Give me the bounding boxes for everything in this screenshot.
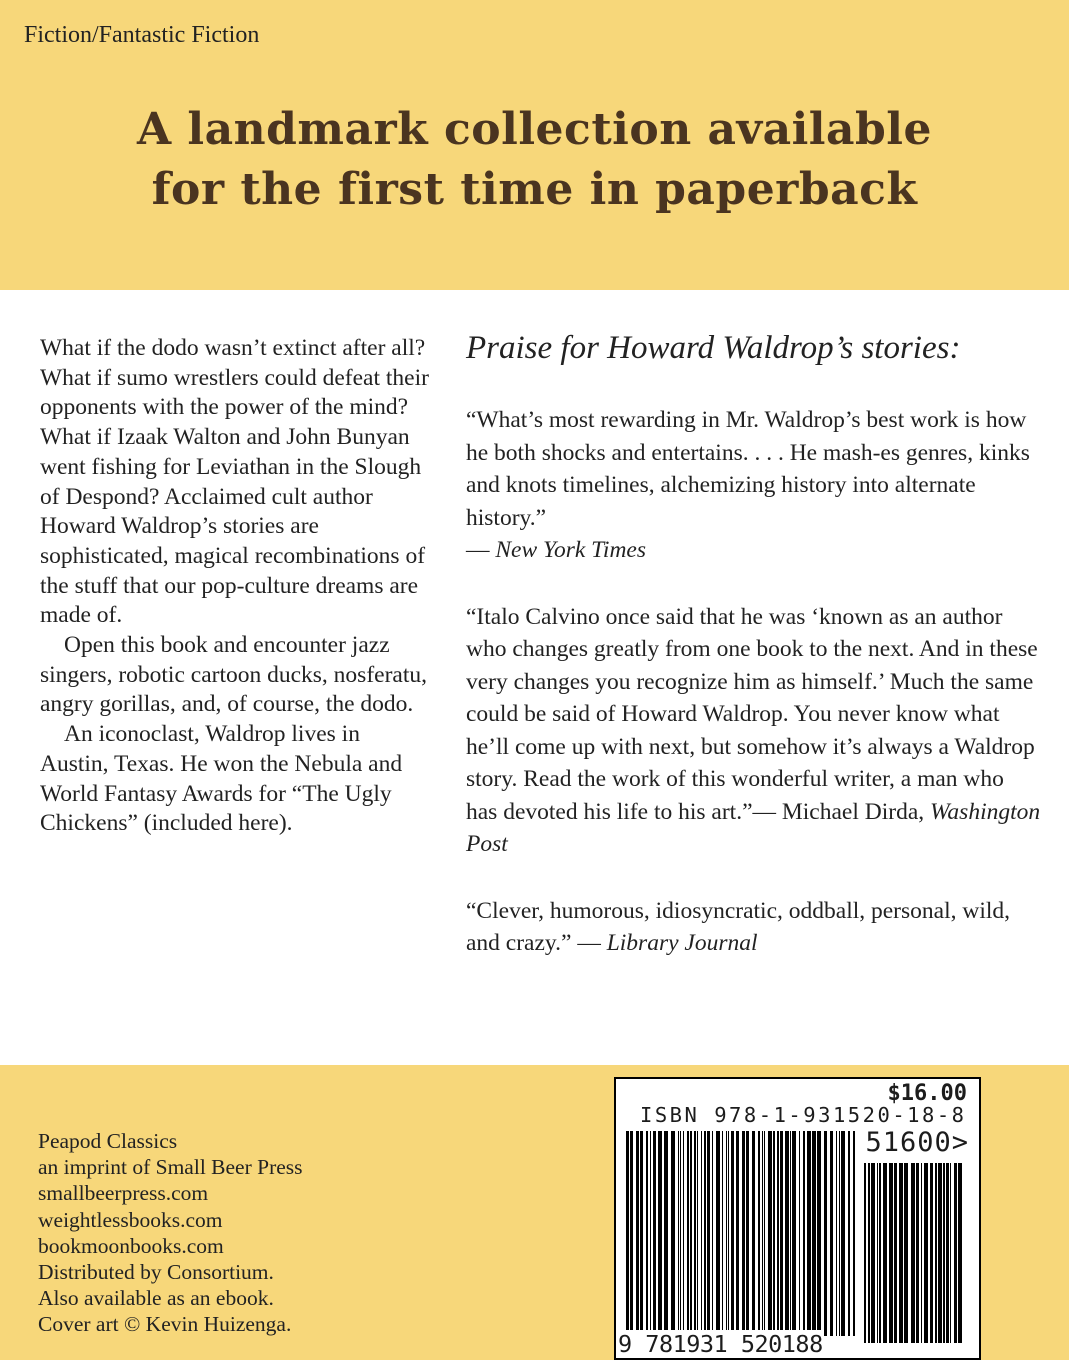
category-label: Fiction/Fantastic Fiction — [24, 22, 260, 48]
barcode-bar — [690, 1131, 692, 1336]
barcode-bar — [697, 1131, 698, 1336]
barcode-bar — [780, 1131, 783, 1336]
top-banner — [0, 0, 1069, 290]
barcode-bar — [777, 1131, 779, 1336]
barcode-bar — [790, 1131, 791, 1336]
price-label: $16.00 — [887, 1081, 967, 1106]
barcode-bar — [746, 1131, 749, 1336]
barcode-bar — [716, 1131, 720, 1336]
barcode-bar — [626, 1131, 629, 1336]
description-paragraph-3: An iconoclast, Waldrop lives in Austin, Texas. He won the Nebula and World Fantasy Awards for “The Ugly Chickens” (included here). — [40, 721, 403, 837]
barcode-bar — [904, 1163, 908, 1343]
barcode-bar — [658, 1131, 662, 1336]
barcode-bar — [653, 1131, 656, 1336]
barcode-bar — [773, 1131, 775, 1336]
quote-text: “Italo Calvino once said that he was ‘known as an author who changes greatly from one book to the next. And in these very changes you recognize him as himself.’ Much the same could be said of Howard Waldrop. You never know what he’ll come up with next, but somehow it’s always a Waldrop story. Read the work of this wonderful writer, a man who has devoted his life to his art.”— Michael Dirda, — [466, 603, 1038, 825]
quote-library-journal — [466, 895, 1041, 960]
barcode-bar — [935, 1163, 937, 1343]
barcode-bar — [680, 1131, 681, 1336]
barcode-bar — [958, 1163, 962, 1343]
barcode-bar — [687, 1131, 689, 1336]
barcode-bar — [841, 1131, 845, 1336]
barcode-bar — [889, 1163, 893, 1343]
barcode-bar — [839, 1131, 840, 1336]
publisher-line: smallbeerpress.com — [38, 1181, 209, 1206]
barcode-bar — [707, 1131, 710, 1336]
barcode-bar — [736, 1131, 739, 1336]
barcode-bar — [726, 1131, 727, 1336]
barcode-bar — [812, 1131, 816, 1336]
barcode-bar — [943, 1163, 945, 1343]
attribution-source: Library Journal — [606, 930, 758, 956]
barcode-bar — [871, 1163, 875, 1343]
barcode-bar — [824, 1131, 827, 1336]
barcode-bar — [742, 1131, 745, 1336]
barcode-bar — [883, 1163, 887, 1343]
barcode-bar — [946, 1163, 949, 1343]
barcode-image — [626, 1131, 858, 1336]
barcode-bar — [671, 1131, 675, 1336]
barcode-bar — [950, 1163, 951, 1343]
barcode-bar — [848, 1131, 850, 1336]
barcode-bar — [728, 1131, 729, 1336]
quote-washington-post — [466, 601, 1041, 861]
barcode-bar — [954, 1163, 957, 1343]
barcode-bar — [758, 1131, 760, 1336]
barcode-bar — [694, 1131, 696, 1336]
praise-title: Praise for Howard Waldrop’s stories: — [466, 330, 961, 366]
barcode-bar — [678, 1131, 679, 1336]
publisher-line: weightlessbooks.com — [38, 1207, 223, 1232]
barcode-bar — [752, 1131, 755, 1336]
attribution-source: New York Times — [495, 537, 646, 563]
barcode-bar — [731, 1131, 734, 1336]
book-description — [40, 334, 432, 839]
publisher-line: Cover art © Kevin Huizenga. — [38, 1312, 292, 1337]
publisher-line: bookmoonbooks.com — [38, 1233, 224, 1258]
attribution-dash: — — [466, 537, 496, 563]
barcode-bar — [762, 1131, 763, 1336]
barcode-bar — [836, 1131, 837, 1336]
quote-text: “What’s most rewarding in Mr. Waldrop’s best work is how he both shocks and entertains. . . . He mash-es genres, kinks and knots timelines, alchemizing history into alternate history.” — [466, 407, 1030, 531]
barcode-bar — [646, 1131, 648, 1336]
barcode-bar — [650, 1131, 651, 1336]
barcode-bar — [877, 1163, 878, 1343]
description-paragraph-1: What if the dodo wasn’t extinct after all? What if sumo wrestlers could defeat their opponents with the power of the mind? What if Izaak Walton and John Bunyan went fishing for Leviathan in the Slough of Despond? Acclaimed cult author Howard Waldrop’s stories are sophisticated, magical recombinations of the stuff that our pop-culture dreams are made of. — [40, 335, 429, 629]
barcode-panel — [614, 1077, 981, 1360]
quote-new-york-times — [466, 404, 1041, 567]
barcode-bar — [722, 1131, 723, 1336]
headline — [0, 100, 1069, 220]
barcode-bar — [916, 1163, 919, 1343]
barcode-bar — [792, 1131, 796, 1336]
barcode-bar — [785, 1131, 789, 1336]
barcode-bar — [911, 1163, 915, 1343]
barcode-bar — [640, 1131, 643, 1336]
barcode-bar — [664, 1131, 668, 1336]
quote-text: “Clever, humorous, idiosyncratic, oddball, personal, wild, and crazy.” — — [466, 897, 1011, 956]
publisher-info — [38, 1128, 303, 1338]
quote-attribution — [466, 534, 1041, 567]
addon-code-label: 51600> — [865, 1127, 969, 1158]
barcode-bar — [864, 1163, 866, 1343]
barcode-bar — [799, 1131, 800, 1336]
barcode-bar — [924, 1163, 928, 1343]
barcode-bar — [817, 1131, 821, 1336]
barcode-bar — [899, 1163, 903, 1343]
barcode-bar — [712, 1131, 713, 1336]
barcode-bar — [704, 1131, 706, 1336]
barcode-bar — [853, 1131, 855, 1336]
barcode-bar — [701, 1131, 702, 1336]
barcode-bar — [879, 1163, 881, 1343]
publisher-line: Also available as an ebook. — [38, 1286, 274, 1311]
barcode-digits: 9 781931 520188 — [618, 1330, 823, 1358]
barcode-bar — [868, 1163, 870, 1343]
publisher-line: an imprint of Small Beer Press — [38, 1155, 303, 1180]
barcode-bar — [768, 1131, 772, 1336]
barcode-bar — [683, 1131, 684, 1336]
isbn-label: ISBN 978-1-931520-18-8 — [640, 1103, 967, 1127]
barcode-bar — [921, 1163, 922, 1343]
barcode-bar — [830, 1131, 833, 1336]
headline-line-2: for the first time in paperback — [151, 164, 918, 215]
publisher-line: Distributed by Consortium. — [38, 1260, 274, 1285]
praise-section — [466, 326, 1041, 994]
description-paragraph-2: Open this book and encounter jazz singers, robotic cartoon ducks, nosferatu, angry gorillas, and, of course, the dodo. — [40, 632, 427, 718]
barcode-bar — [630, 1131, 633, 1336]
publisher-line: Peapod Classics — [38, 1129, 178, 1153]
barcode-bar — [938, 1163, 942, 1343]
barcode-bar — [807, 1131, 811, 1336]
barcode-bar — [803, 1131, 805, 1336]
addon-barcode-image — [864, 1163, 964, 1343]
barcode-bar — [764, 1131, 765, 1336]
barcode-bar — [930, 1163, 933, 1343]
barcode-bar — [636, 1131, 639, 1336]
attribution-source: Washington Post — [466, 798, 1041, 857]
barcode-bar — [894, 1163, 897, 1343]
headline-line-1: A landmark collection available — [136, 104, 933, 155]
